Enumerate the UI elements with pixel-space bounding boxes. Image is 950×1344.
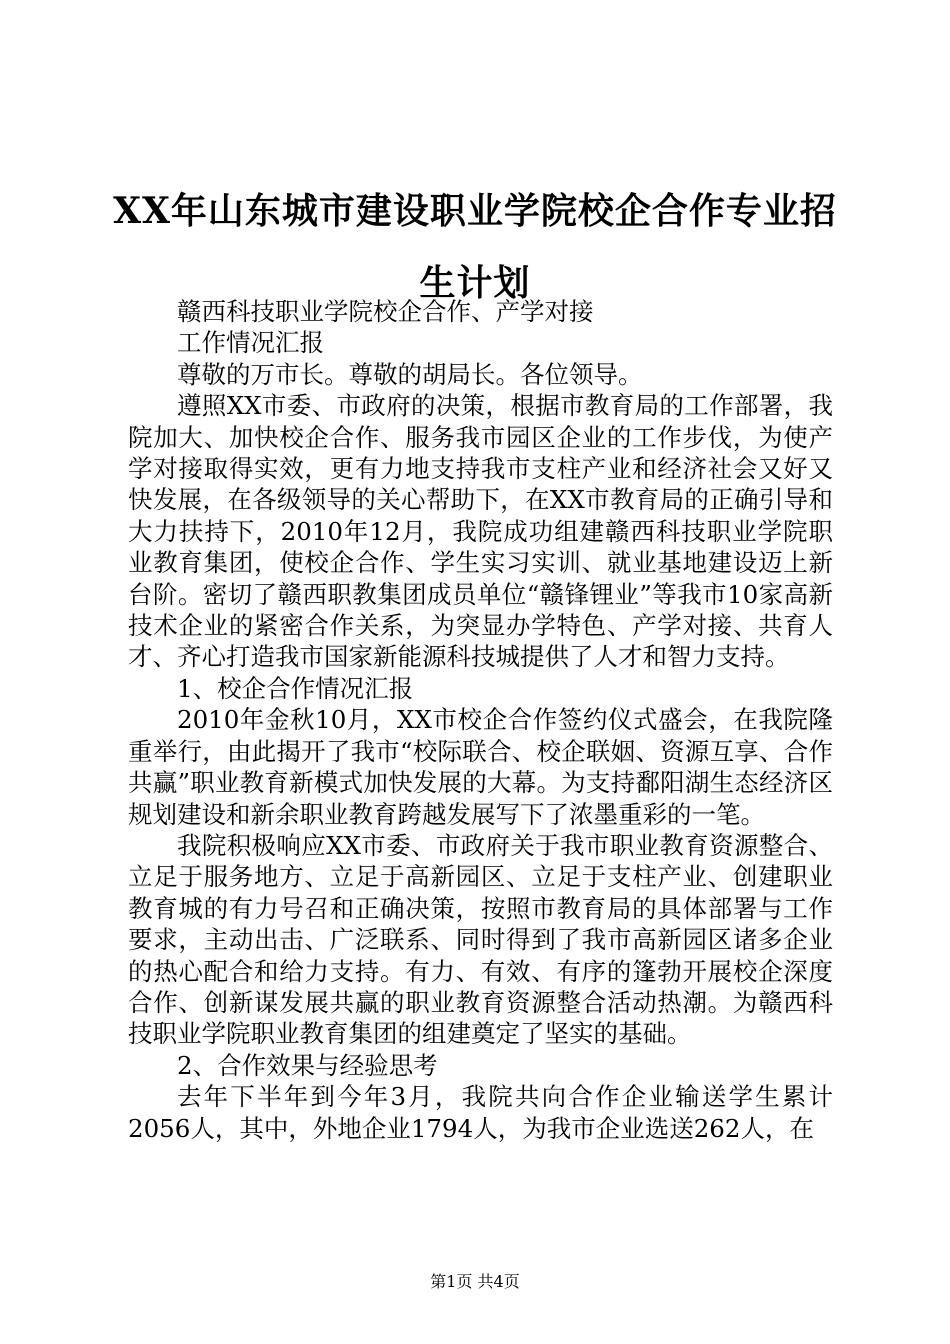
document-body — [128, 296, 833, 1144]
paragraph-section-1b: 我院积极响应XX市委、市政府关于我市职业教育资源整合、立足于服务地方、立足于高新园区、立足于支柱产业、创建职业教育城的有力号召和正确决策，按照市教育局的具体部署与工作要求，主动出击、广泛联系、同时得到了我市高新园区诸多企业的热心配合和给力支持。有力、有效、有序的篷勃开展校企深度合作、创新谋发展共赢的职业教育资源整合活动热潮。为赣西科技职业学院职业教育集团的组建奠定了坚实的基础。 — [128, 830, 833, 1049]
paragraph-subtitle-2: 工作情况汇报 — [177, 328, 324, 358]
title-line-2: 生计划 — [419, 262, 531, 304]
title-line-1: XX年山东城市建设职业学院校企合作专业招 — [113, 190, 837, 232]
section-heading-2: 2、合作效果与经验思考 — [177, 1050, 438, 1080]
paragraph-intro: 遵照XX市委、市政府的决策，根据市教育局的工作部署，我院加大、加快校企合作、服务我市园区企业的工作步伐，为使产学对接取得实效，更有力地支持我市支柱产业和经济社会又好又快发展，在各级领导的关心帮助下，在XX市教育局的正确引导和大力扶持下，2010年12月，我院成功组建赣西科技职业学院职业教育集团，使校企合作、学生实习实训、就业基地建设迈上新台阶。密切了赣西职教集团成员单位“赣锋锂业”等我市10家高新技术企业的紧密合作关系，为突显办学特色、产学对接、共育人才、齐心打造我市国家新能源科技城提供了人才和智力支持。 — [128, 391, 833, 672]
paragraph-subtitle-1: 赣西科技职业学院校企合作、产学对接 — [177, 297, 594, 326]
paragraph-section-1a: 2010年金秋10月，XX市校企合作签约仪式盛会，在我院隆重举行，由此揭开了我市“校际联合、校企联姻、资源互享、合作共赢”职业教育新模式加快发展的大幕。为支持鄱阳湖生态经济区规划建设和新余职业教育跨越发展写下了浓墨重彩的一笔。 — [128, 705, 833, 829]
section-heading-1: 1、校企合作情况汇报 — [177, 673, 414, 703]
page-footer: 第1页 共4页 — [430, 1272, 520, 1291]
paragraph-salutation: 尊敬的万市长。尊敬的胡局长。各位领导。 — [177, 359, 643, 389]
paragraph-section-2a: 去年下半年到今年3月，我院共向合作企业输送学生累计2056人，其中，外地企业1794人，为我市企业选送262人，在 — [128, 1082, 833, 1143]
